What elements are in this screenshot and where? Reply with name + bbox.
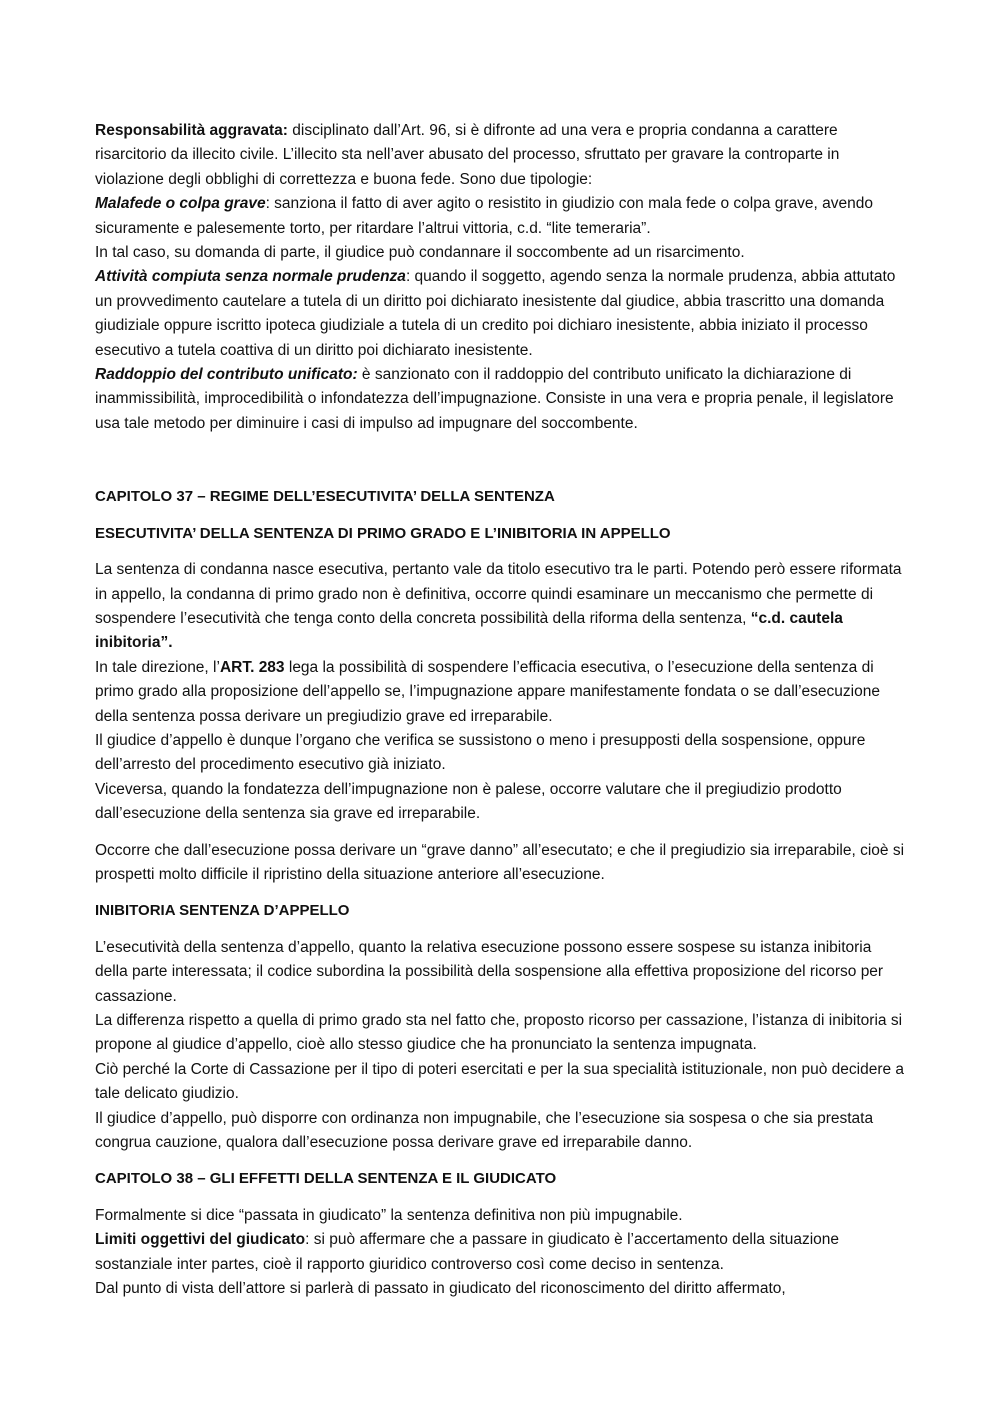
chapter-37-title: CAPITOLO 37 – REGIME DELL’ESECUTIVITA’ DELLA SENTENZA <box>95 488 555 506</box>
paragraph-esecutivita-5: Occorre che dall’esecuzione possa derivare un “grave danno” all’esecutato; e che il pregiudizio sia irreparabile, cioè si prospetti molto difficile il ripristino della situazione anteriore all’esecuzione. <box>95 841 905 883</box>
paragraph-malafede <box>95 192 905 241</box>
paragraph-limiti <box>95 1228 905 1277</box>
paragraph-esecutivita-2 <box>95 656 905 729</box>
paragraph-cap38-1: Formalmente si dice “passata in giudicato” la sentenza definitiva non più impugnabile. <box>95 1206 683 1224</box>
document-page <box>95 119 905 1301</box>
paragraph-inibitoria-1: L’esecutività della sentenza d’appello, quanto la relativa esecuzione possono essere sospese su istanza inibitoria della parte interessata; il codice subordina la possibilità della sospensione alla effettiva proposizione del ricorso per cassazione. <box>95 938 884 1005</box>
paragraph-esecutivita-4: Viceversa, quando la fondatezza dell’impugnazione non è palese, occorre valutare che il pregiudizio prodotto dall’esecuzione della sentenza sia grave ed irreparabile. <box>95 780 842 823</box>
term-responsabilita: Responsabilità aggravata: <box>95 122 288 139</box>
term-cautela-inibitoria: “c.d. cautela inibitoria”. <box>95 609 843 652</box>
paragraph-cap38-3: Dal punto di vista dell’attore si parlerà di passato in giudicato del riconoscimento del diritto affermato, <box>95 1280 786 1298</box>
paragraph-inibitoria-4: Il giudice d’appello, può disporre con ordinanza non impugnabile, che l’esecuzione sia sospesa o che sia prestata congrua cauzione, qualora dall’esecuzione possa derivare grave ed irreparabile danno. <box>95 1109 874 1152</box>
text-esecutivita-1: La sentenza di condanna nasce esecutiva, pertanto vale da titolo esecutivo tra le parti. Potendo però essere riformata in appello, la condanna di primo grado non è definitiva, occorre quindi esaminare un meccanismo che permette di sospendere l’esecutività che tenga conto della concreta possibilità della riforma della sentenza, <box>95 561 902 627</box>
text-malafede: : sanziona il fatto di aver agito o resistito in giudizio con mala fede o colpa grave, avendo sicuramente e palesemente torto, per ritardare l’altrui vittoria, c.d. “lite temeraria”. <box>95 195 874 237</box>
paragraph-responsabilita <box>95 119 905 192</box>
term-malafede: Malafede o colpa grave <box>95 195 266 213</box>
term-raddoppio: Raddoppio del contributo unificato: <box>95 366 358 384</box>
text-raddoppio: è sanzionato con il raddoppio del contributo unificato la dichiarazione di inammissibilità, improcedibilità o infondatezza dell’impugnazione. Consiste in una vera e propria penale, il legislatore usa tale metodo per diminuire i casi di impulso ad impugnare del soccombente. <box>95 366 894 432</box>
section-inibitoria-title: INIBITORIA SENTENZA D’APPELLO <box>95 902 350 920</box>
text-esecutivita-2-post: lega la possibilità di sospendere l’efficacia esecutiva, o l’esecuzione della sentenza di primo grado alla proposizione dell’appello se, l’impugnazione appare manifestamente fondata o se dall’esecuzione della sentenza possa derivare un pregiudizio grave ed irreparabile. <box>95 658 880 725</box>
paragraph-esecutivita-3: Il giudice d’appello è dunque l’organo che verifica se sussistono o meno i presupposti della sospensione, oppure dell’arresto del procedimento esecutivo già iniziato. <box>95 731 866 774</box>
paragraph-inibitoria-2: La differenza rispetto a quella di primo grado sta nel fatto che, proposto ricorso per cassazione, l’istanza di inibitoria si propone al giudice d’appello, cioè allo stesso giudice che ha pronunciato la sentenza impugnata. <box>95 1012 903 1054</box>
term-limiti: Limiti oggettivi del giudicato <box>95 1231 306 1249</box>
paragraph-esecutivita-1 <box>95 558 905 656</box>
chapter-38-title: CAPITOLO 38 – GLI EFFETTI DELLA SENTENZA E IL GIUDICATO <box>95 1170 557 1188</box>
text-attivita: : quando il soggetto, agendo senza la normale prudenza, abbia attutato un provvedimento cautelare a tutela di un diritto poi dichiarato inesistente dal giudice, abbia trascritto una domanda giudiziale oppure iscritto ipoteca giudiziale a tutela di un credito poi dichiaro inesistente, abbia iniziato il processo esecutivo a tutela coattiva di un diritto poi dichiarato inesistente. <box>95 268 896 359</box>
text-responsabilita: disciplinato dall’Art. 96, si è difronte ad una vera e propria condanna a carattere risarcitorio da illecito civile. L’illecito sta nell’aver abusato del processo, sfruttato per gravare la controparte in violazione degli obblighi di correttezza e buona fede. Sono due tipologie: <box>95 122 840 188</box>
section-esecutivita-title: ESECUTIVITA’ DELLA SENTENZA DI PRIMO GRADO E L’INIBITORIA IN APPELLO <box>95 524 671 542</box>
paragraph-tal-caso: In tal caso, su domanda di parte, il giudice può condannare il soccombente ad un risarcimento. <box>95 244 745 262</box>
paragraph-raddoppio <box>95 363 905 436</box>
term-attivita: Attività compiuta senza normale prudenza <box>95 268 406 286</box>
paragraph-inibitoria-3: Ciò perché la Corte di Cassazione per il tipo di poteri esercitati e per la sua specialità istituzionale, non può decidere a tale delicato giudizio. <box>95 1060 905 1103</box>
paragraph-attivita <box>95 265 905 363</box>
text-esecutivita-2-pre: In tale direzione, l’ <box>95 658 220 676</box>
term-art-283: ART. 283 <box>219 658 285 676</box>
text-limiti: : si può affermare che a passare in giudicato è l’accertamento della situazione sostanziale inter partes, cioè il rapporto giuridico controverso così come deciso in sentenza. <box>95 1231 840 1273</box>
